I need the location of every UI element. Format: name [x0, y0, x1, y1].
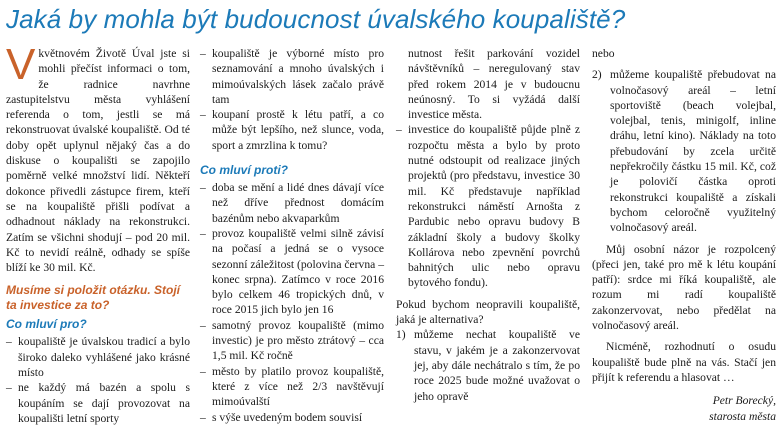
- article-headline: Jaká by mohla být budoucnost úvalského koupaliště?: [6, 4, 626, 34]
- column-1: [6, 40, 190, 426]
- contra-list: [200, 180, 384, 425]
- pro-list: [6, 334, 190, 426]
- column-2: [200, 46, 384, 425]
- contra-heading: Co mluví proti?: [200, 163, 288, 178]
- section-subhead: Musíme si položit otázku. Stojí ta investice za to?: [6, 283, 181, 313]
- list-item: – město by platilo provoz koupaliště, které z více než 2/3 navštěvují mimoúvalští: [200, 364, 384, 410]
- contra-list-continued: [396, 46, 580, 291]
- list-item: – samotný provoz koupaliště (mimo investic) je pro město ztrátový – cca 1,5 mil. Kč ročně: [200, 318, 384, 364]
- alternative-question: Pokud bychom neopravili koupaliště, jaká je alternativa?: [396, 297, 580, 327]
- list-item: – ne každý má bazén a spolu s koupáním se dají provozovat na koupališti letní sporty: [6, 380, 190, 426]
- list-item: – koupaliště je úvalskou tradicí a bylo široko daleko vyhlášené jako krásné místo: [6, 334, 190, 380]
- signature: [592, 393, 776, 424]
- drop-cap: V: [6, 40, 36, 89]
- list-item: – koupaní prostě k létu patří, a co může být lepšího, než slunce, voda, sport a zmrzlina k tomu?: [200, 107, 384, 153]
- list-item-continuation: nutnost řešit parkování vozidel návštěvníků – neregulovaný stav před rokem 2014 je v budoucnu neúnosný. To si vyžádá další investice města.: [408, 47, 580, 122]
- or-word: nebo: [592, 47, 615, 60]
- signature-role: starosta města: [709, 409, 776, 423]
- list-item: – investice do koupaliště půjde plně z rozpočtu města a bylo by proto nutné odstoupit od realizace jiných projektů (pro představu, investice 30 mil. Kč představuje například rekonstrukci náměstí Arnošta z Pardubic nebo opravu budovy B základní školy a budovy školky Kollárova nebo zpevnění povrchů bahnitých ulic nebo opravu bytového fondu).: [396, 122, 580, 290]
- intro-text: květnovém Životě Úval jste si mohli přečíst informaci o tom, že radnice navrhne zastupitelstvu města vyhlášení referenda o tom, jestli se má rekonstruovat úvalské koupaliště. Od té doby opět uplynul nějaký čas a do diskuse o koupališti se zapojilo poměrně velké množství lidí. Někteří dokonce přivedli zástupce firem, kteří se na koupaliště přišli podívat a odhadnout náklady na rekonstrukci. Zatím se všichni shodují – pod 20 mil. Kč to nevidí reálně, odhady se spíše blíží ke 30 mil. Kč.: [6, 47, 190, 275]
- alternatives-list-continued: [592, 67, 776, 235]
- column-4: [592, 46, 776, 424]
- list-item: – doba se mění a lidé dnes dávají více než dříve přednost domácím bazénům nebo akvaparkům: [200, 180, 384, 226]
- alternative-item-1: 1) můžeme nechat koupaliště ve stavu, v jakém je a zakonzervovat jej, aby dále nechátralo s tím, že po roce 2025 bude možné uvažovat o jeho opravě: [396, 327, 580, 403]
- list-item: – provoz koupaliště velmi silně závisí na počasí a jedná se o vysoce sezonní záležitost (polovina června – konec srpna). Zatímco v roce 2016 bylo celkem 46 tropických dnů, v roce 2015 jich bylo jen 16: [200, 226, 384, 318]
- list-item: – s výše uvedeným bodem souvisí: [200, 410, 384, 425]
- signature-name: Petr Borecký,: [712, 394, 776, 408]
- alternative-item-2: 2) můžeme koupaliště přebudovat na volnočasový areál – letní sportoviště (beach volejbal, volejbal, tenis, minigolf, inline dráhu, letní kino). Náklady na toto přebudování by zcela určitě nepřekročily částku 15 mil. Kč, což je polovičí částka oproti rekonstrukci koupaliště a získali bychom celoročně využitelný volnočasový areál.: [592, 67, 776, 235]
- pro-list-continued: [200, 46, 384, 153]
- column-3: [396, 46, 580, 404]
- pro-heading: Co mluví pro?: [6, 317, 87, 332]
- intro-paragraph: [6, 40, 190, 275]
- alternatives-list: [396, 327, 580, 403]
- opinion-paragraph: Můj osobní názor je rozpolcený (přeci jen, také pro mě k létu koupání patří): srdce mi říká koupaliště, ale rozum mi radí koupaliště zakonzervovat, nebo předělat na volnočasový areál.: [592, 242, 776, 333]
- closing-paragraph: Nicméně, rozhodnutí o osudu koupaliště bude plně na vás. Stačí jen přijít k referendu a hlasovat …: [592, 340, 776, 384]
- list-item: – koupaliště je výborné místo pro seznamování a mnoho úvalských i mimoúvalských lásek začalo právě tam: [200, 46, 384, 107]
